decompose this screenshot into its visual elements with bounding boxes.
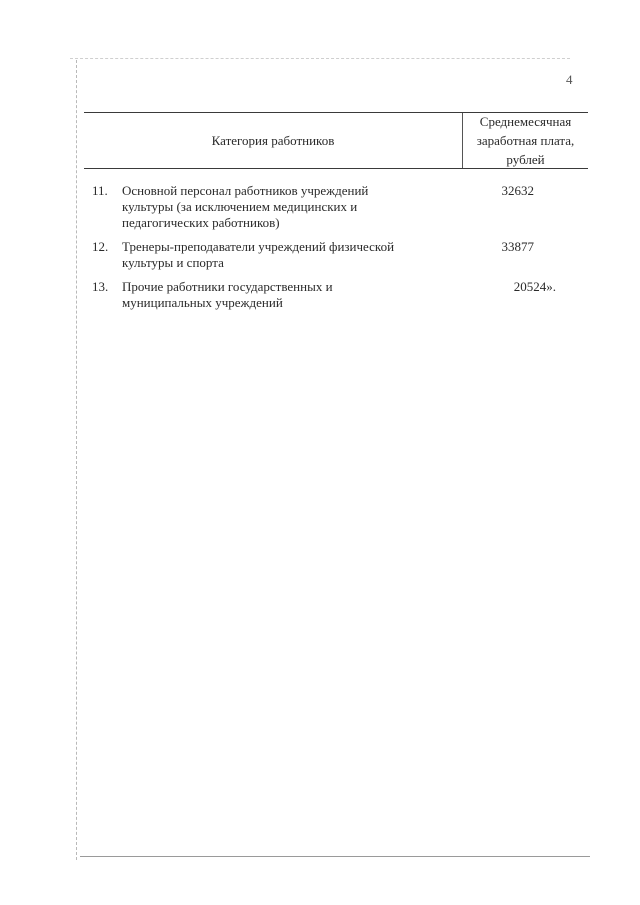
scan-edge-bottom [80, 856, 590, 858]
table-row [84, 239, 588, 271]
row-category [122, 239, 452, 271]
row-salary-value: 20524». [513, 279, 556, 294]
header-category: Категория работников [84, 113, 463, 168]
row-salary-value: 32632 [501, 183, 534, 198]
scan-edge-left [76, 60, 78, 860]
header-salary-line-2: заработная плата, [476, 133, 575, 148]
header-salary-line-1: Среднемесячная [479, 114, 572, 129]
row-category-line: Прочие работники государственных и [122, 279, 333, 294]
row-category-line: Основной персонал работников учреждений [122, 183, 369, 198]
row-number: 13. [92, 279, 109, 294]
table-row [84, 183, 588, 231]
row-category-line: культуры и спорта [122, 255, 224, 270]
page-number: 4 [566, 72, 573, 87]
table-body [84, 169, 588, 311]
row-category-line: Тренеры-преподаватели учреждений физической [122, 239, 395, 254]
header-salary-line-3: рублей [506, 152, 545, 167]
row-category-line: муниципальных учреждений [122, 295, 283, 310]
row-category-line: культуры (за исключением медицинских и [122, 199, 358, 214]
row-number: 11. [92, 183, 108, 198]
row-category-line: педагогических работников) [122, 215, 280, 230]
salary-table [84, 112, 588, 319]
row-category [122, 279, 452, 311]
table-row [84, 279, 588, 311]
row-number: 12. [92, 239, 109, 254]
header-salary [463, 113, 588, 168]
scan-edge-top [70, 58, 570, 60]
row-salary-value: 33877 [501, 239, 534, 254]
table-header [84, 112, 588, 169]
row-category [122, 183, 452, 231]
